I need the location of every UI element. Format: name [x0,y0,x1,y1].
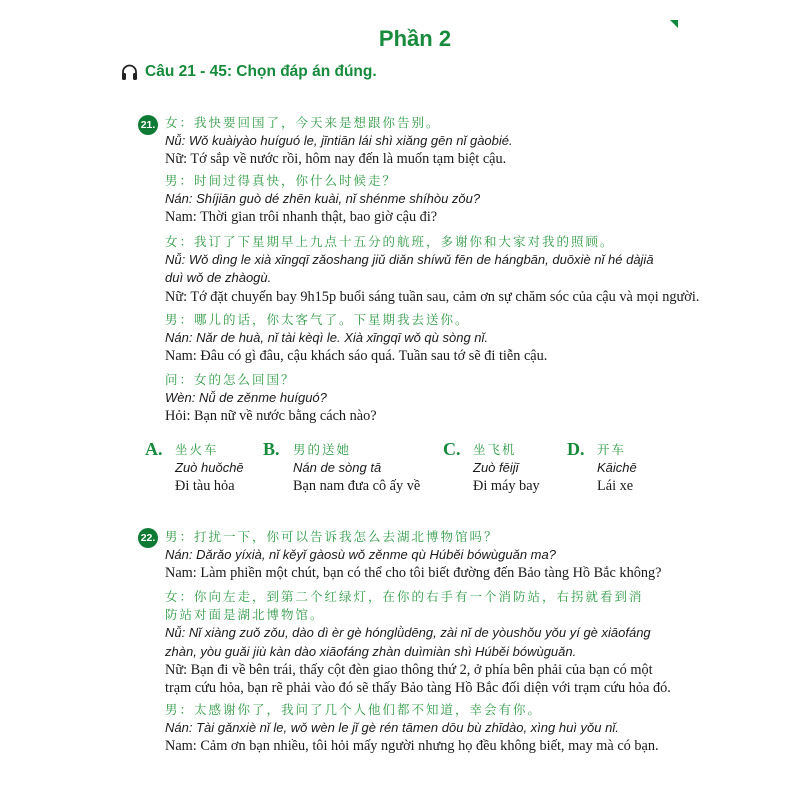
answer-option[interactable] [263,439,421,496]
option-vietnamese: Bạn nam đưa cô ấy về [293,478,421,495]
section-heading [121,63,377,81]
vietnamese-line: Nam: Làm phiền một chút, bạn có thể cho tôi biết đường đến Bảo tàng Hồ Bắc không? [165,565,662,582]
option-chinese: 坐飞机 [473,442,517,457]
pinyin-line: zhàn, yòu guǎi jiù kàn dào xiāofáng zhàn duìmiàn shì Húběi bówùguǎn. [165,643,577,659]
dialogue-turn [165,701,675,756]
vietnamese-line: Nữ: Tớ sắp về nước rồi, hôm nay đến là muốn tạm biệt cậu. [165,151,507,168]
option-vietnamese: Lái xe [597,478,634,495]
dialogue-turn [165,172,675,227]
vietnamese-line: trạm cứu hỏa, bạn rẽ phải vào đó sẽ thấy Bảo tàng Hồ Bắc đối diện với trạm cứu hỏa đó. [165,680,671,697]
chinese-line: 问：女的怎么回国？ [165,372,296,387]
pinyin-line: Nán: Nǎr de huà, nǐ tài kèqì le. Xià xīngqī wǒ qù sòng nǐ. [165,330,489,346]
option-chinese: 开车 [597,442,627,457]
section-label: Câu 21 - 45: Chọn đáp án đúng. [145,63,377,80]
dialogue-turn [165,371,675,426]
answer-option[interactable] [443,439,540,496]
dialogue-turn [165,114,675,169]
dialogue-turn [165,311,675,366]
pinyin-line: Nǚ: Nǐ xiàng zuǒ zǒu, dào dì èr gè hónglǜdēng, zài nǐ de yòushǒu yǒu yí gè xiāofáng [165,625,651,641]
option-vietnamese: Đi tàu hỏa [175,478,235,495]
question-number-badge: 22. [138,528,158,548]
pinyin-line: Nán: Tài gǎnxiè nǐ le, wǒ wèn le jǐ gè rén tāmen dōu bù zhīdào, xìng huì yǒu nǐ. [165,720,619,736]
option-pinyin: Nán de sòng tā [293,460,382,476]
chinese-line: 女：我快要回国了，今天来是想跟你告别。 [165,115,441,130]
answer-option[interactable] [145,439,244,496]
headphones-icon [121,64,138,80]
answer-option[interactable] [567,439,637,496]
option-vietnamese: Đi máy bay [473,478,540,495]
question-number-badge: 21. [138,115,158,135]
option-letter: B. [263,439,280,459]
pinyin-line: Nán: Shíjiān guò dé zhēn kuài, nǐ shénme shíhòu zǒu? [165,191,481,207]
vietnamese-line: Hỏi: Bạn nữ về nước bằng cách nào? [165,408,377,425]
vietnamese-line: Nữ: Bạn đi về bên trái, thấy cột đèn giao thông thứ 2, ở phía bên phải của bạn có một [165,661,653,678]
chinese-line: 男：打扰一下，你可以告诉我怎么去湖北博物馆吗？ [165,529,499,544]
dialogue-turn [165,588,675,697]
option-pinyin: Kāichē [597,460,637,476]
chinese-line: 男：时间过得真快，你什么时候走？ [165,173,398,188]
vietnamese-line: Nam: Cảm ơn bạn nhiều, tôi hỏi mấy người nhưng họ đều không biết, may mà có bạn. [165,738,659,755]
option-letter: C. [443,439,461,459]
option-letter: D. [567,439,585,459]
dialogue-turn [165,233,700,306]
page-title: Phần 2 [378,26,452,51]
chinese-line: 男：太感谢你了，我问了几个人他们都不知道，幸会有你。 [165,702,543,717]
option-chinese: 坐火车 [175,442,219,457]
chinese-line: 女：你向左走，到第二个红绿灯，在你的右手有一个消防站，右拐就看到消 [165,589,644,604]
pinyin-line: Nǚ: Wǒ dìng le xià xīngqī zǎoshang jiǔ diǎn shíwǔ fēn de hángbān, duōxiè nǐ hé dàjiā [165,252,654,268]
pinyin-line: Wèn: Nǚ de zěnme huíguó? [165,390,327,406]
vietnamese-line: Nam: Thời gian trôi nhanh thật, bao giờ cậu đi? [165,209,438,226]
pinyin-line: Nán: Dǎrǎo yíxià, nǐ kěyǐ gàosù wǒ zěnme qù Húběi bówùguǎn ma? [165,547,556,563]
option-chinese: 男的送她 [293,442,352,457]
pinyin-line: Nǚ: Wǒ kuàiyào huíguó le, jīntiān lái shì xiǎng gēn nǐ gàobié. [165,133,513,149]
option-letter: A. [145,439,163,459]
chinese-line: 女：我订了下星期早上九点十五分的航班，多谢你和大家对我的照顾。 [165,234,615,249]
chinese-line: 防站对面是湖北博物馆。 [165,607,325,623]
pinyin-line: duì wǒ de zhàogù. [165,270,272,286]
chinese-line: 男：哪儿的话，你太客气了。下星期我去送你。 [165,312,470,327]
vietnamese-line: Nam: Đâu có gì đâu, cậu khách sáo quá. Tuần sau tớ sẽ đi tiễn cậu. [165,348,548,365]
option-pinyin: Zuò fēijī [473,460,519,476]
dialogue-turn [165,528,675,583]
vietnamese-line: Nữ: Tớ đặt chuyến bay 9h15p buổi sáng tuần sau, cảm ơn sự chăm sóc của cậu và mọi người. [165,288,700,305]
option-pinyin: Zuò huǒchē [175,460,244,476]
